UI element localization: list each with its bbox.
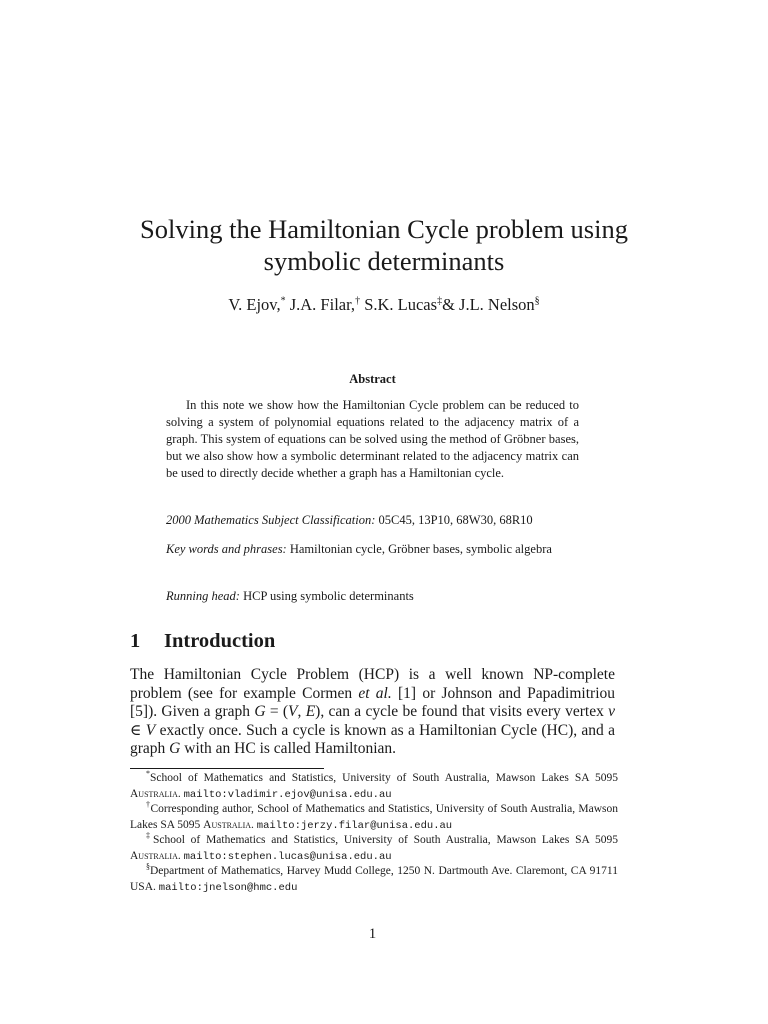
footnote-text: School of Mathematics and Statistics, University of South Australia, Mawson Lakes SA 5095 <box>150 772 618 784</box>
page-number: 1 <box>368 926 377 942</box>
keywords <box>166 541 586 558</box>
paper-title <box>0 213 768 277</box>
footnote-country: USA. <box>130 880 156 893</box>
intro-text: , <box>297 703 302 720</box>
intro-text: ∈ <box>130 721 142 739</box>
footnote-email[interactable]: mailto:jerzy.filar@unisa.edu.au <box>256 819 453 832</box>
keywords-value: Hamiltonian cycle, Gröbner bases, symbolic algebra <box>289 542 552 556</box>
intro-text: ), can a cycle be found that visits every vertex <box>315 703 604 720</box>
footnote-country: Australia. <box>130 787 181 800</box>
intro-text: = ( <box>269 703 289 720</box>
author-name: J.A. Filar, <box>289 295 356 314</box>
footnote-email[interactable]: mailto:vladimir.ejov@unisa.edu.au <box>183 788 392 801</box>
footnote-email[interactable]: mailto:jnelson@hmc.edu <box>158 881 298 894</box>
math-var: v <box>608 703 616 720</box>
running-head-label: Running head: <box>166 589 240 603</box>
footnote <box>130 771 618 803</box>
footnote-text: School of Mathematics and Statistics, University of South Australia, Mawson Lakes SA 5095 <box>152 834 619 846</box>
section-number: 1 <box>130 630 141 652</box>
footnote-country: Australia. <box>130 849 181 862</box>
abstract-text: In this note we show how the Hamiltonian Cycle problem can be reduced to solving a system of polynomial equations related to the adjacency matrix of a graph. This system of equations can be solved using the method of Gröbner bases, but we also show how a symbolic determinant related to the adjacency matrix can be used to directly decide whether a graph has a Hamiltonian cycle. <box>166 398 579 480</box>
math-var: V <box>145 721 156 739</box>
math-var: V <box>288 703 298 720</box>
section-heading <box>130 630 275 653</box>
section-title: Introduction <box>164 630 276 652</box>
title-line-1: Solving the Hamiltonian Cycle problem using <box>140 214 628 244</box>
intro-text: with an HC is called Hamiltonian. <box>184 740 397 757</box>
footnote <box>130 833 618 865</box>
intro-text: et al. <box>358 684 392 702</box>
intro-text: exactly once. Such a cycle is known as a Hamiltonian Cycle (HC), and a graph <box>130 721 615 757</box>
math-var: G <box>254 703 266 720</box>
author-name: S.K. Lucas <box>364 295 438 314</box>
footnote-rule <box>130 768 324 769</box>
author-name: & J.L. Nelson <box>442 295 535 314</box>
intro-text: The Hamiltonian Cycle Problem (HCP) is a well known NP-complete problem (see for example Cormen <box>130 666 615 702</box>
footnote-mark: ‡ <box>146 831 153 841</box>
msc-label: 2000 Mathematics Subject Classification: <box>166 513 376 527</box>
math-var: G <box>169 740 181 757</box>
math-var: E <box>305 703 316 720</box>
running-head-value: HCP using symbolic determinants <box>243 589 414 603</box>
footnote-mark: § <box>146 862 150 872</box>
author-name: V. Ejov, <box>228 295 281 314</box>
footnote-text: Department of Mathematics, Harvey Mudd College, 1250 N. Dartmouth Ave. Claremont, CA 91711 <box>150 865 618 877</box>
footnote-email[interactable]: mailto:stephen.lucas@unisa.edu.au <box>183 850 392 863</box>
author-mark: † <box>355 295 361 307</box>
footnote-mark: † <box>146 800 151 810</box>
msc-value: 05C45, 13P10, 68W30, 68R10 <box>378 513 533 527</box>
author-mark: § <box>534 295 540 307</box>
msc-classification <box>166 512 586 529</box>
intro-paragraph <box>130 666 615 759</box>
footnote-mark: * <box>146 769 150 779</box>
title-line-2: symbolic determinants <box>263 246 505 276</box>
author-mark: ‡ <box>437 295 443 307</box>
footnote-country: Australia. <box>203 818 254 831</box>
footnote-text: Corresponding author, School of Mathematics and Statistics, University of South Australia, Mawson Lakes SA 5095 <box>130 803 619 831</box>
keywords-label: Key words and phrases: <box>166 542 287 556</box>
footnote <box>130 802 618 834</box>
abstract-heading: Abstract <box>349 372 396 386</box>
intro-text: [1] or Johnson and Papadimitriou [5]). Given a graph <box>130 684 615 720</box>
running-head <box>166 588 586 605</box>
author-mark: * <box>280 295 286 307</box>
footnote <box>130 864 618 896</box>
author-list <box>0 294 768 316</box>
